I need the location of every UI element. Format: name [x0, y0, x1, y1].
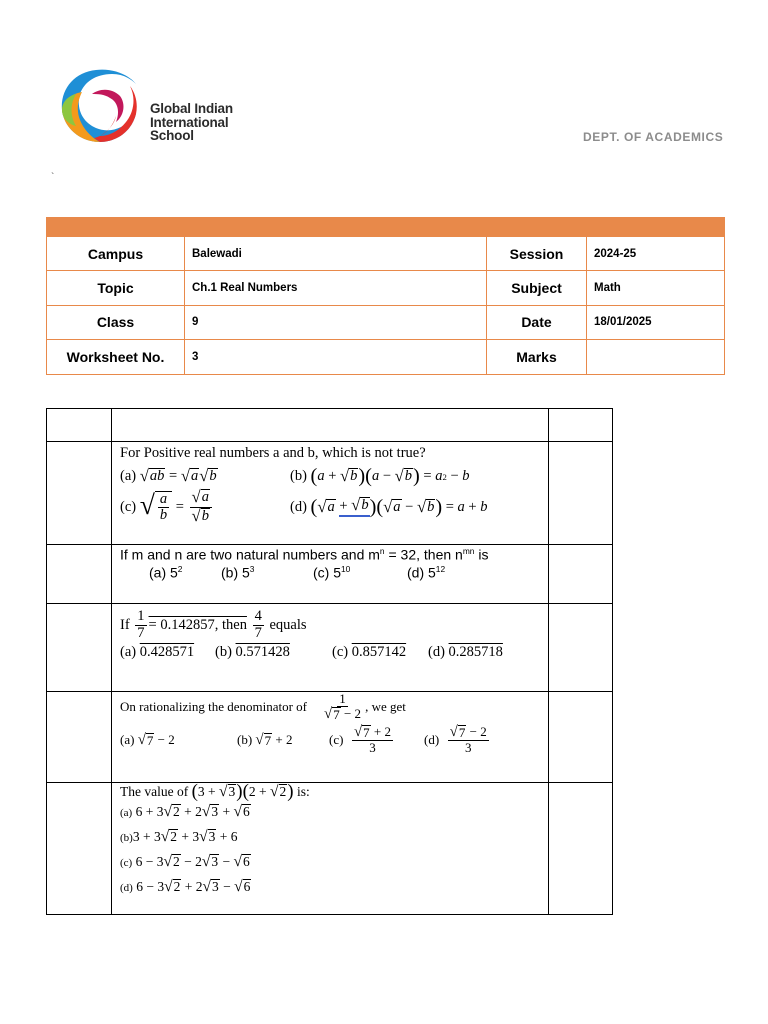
q2-option-d: (d) $5^{12}$	[407, 563, 446, 581]
date-value: 18/01/2025	[587, 305, 725, 339]
question-2-stem: If m and n are two natural numbers and $m^n = 32$, then $n^{mn}$ is	[120, 546, 489, 563]
topic-value: Ch.1 Real Numbers	[185, 271, 487, 305]
q3-option-a: (a) 0.428571	[120, 643, 195, 660]
info-header-bar	[46, 217, 725, 236]
question-row-5	[47, 783, 613, 915]
dept-label: DEPT. OF ACADEMICS	[583, 130, 724, 144]
question-4-stem: On rationalizing the denominator of 1 √ 7 − 2 , we get	[120, 691, 406, 723]
question-5-stem: The value of ( 3 + √ 3 ) ( 2 + √ 2 ) is:	[120, 781, 310, 803]
q5-option-d: (d) 6 − 3 √ 2 + 2 √ 3 − √ 6	[120, 878, 251, 895]
q1-option-b: (b) ( a + √ b ) ( a − √ b ) = a 2 − b	[290, 465, 470, 488]
question-row-2	[47, 545, 613, 604]
question-row-4	[47, 692, 613, 783]
q5-option-b: (b)3 + 3 √ 2 + 3 √ 3 + 6	[120, 828, 238, 845]
session-label: Session	[487, 237, 587, 271]
question-3-stem: If $\frac{1}{7}$ = 0.142857, then $\frac{4}{7}$ equals	[120, 608, 307, 641]
q1-option-c: (c) √ $\frac{a}{b}$ = √ a √ b	[120, 489, 290, 526]
header-cell-3	[549, 409, 613, 442]
question-4	[112, 692, 549, 783]
info-row-campus	[47, 237, 725, 271]
question-1	[112, 442, 549, 545]
marks-value	[587, 340, 725, 374]
q1-option-d: (d) ( √ a + √ b ) ( √ a − √ b ) = a + b	[290, 495, 488, 519]
class-value: 9	[185, 305, 487, 339]
subject-value: Math	[587, 271, 725, 305]
session-value: 2024-25	[587, 237, 725, 271]
question-2	[112, 545, 549, 604]
worksheet-label: Worksheet No.	[47, 340, 185, 374]
question-3	[112, 604, 549, 692]
q4-option-d: (d) √ 7 − 2 3	[424, 724, 487, 756]
header-cell-2	[112, 409, 549, 442]
campus-value: Balewadi	[185, 237, 487, 271]
logo-swirl-icon	[56, 64, 146, 148]
question-5	[112, 783, 549, 915]
question-1-stem: For Positive real numbers a and b, which is not true?	[120, 445, 426, 461]
logo-text	[150, 102, 233, 143]
question-row-1	[47, 442, 613, 545]
q5-option-a: (a) 6 + 3 √ 2 + 2 √ 3 + √ 6	[120, 803, 250, 820]
logo-line-3: School	[150, 128, 194, 143]
q3-option-d: (d) 0.285718	[428, 643, 503, 660]
info-row-class	[47, 305, 725, 339]
q2-option-b: (b) $5^3$	[221, 563, 255, 581]
subject-label: Subject	[487, 271, 587, 305]
logo-line-1: Global Indian	[150, 101, 233, 116]
logo-line-2: International	[150, 114, 229, 130]
q4-option-c: (c) √ 7 + 2 3	[329, 724, 391, 756]
info-table	[46, 236, 725, 375]
info-row-topic	[47, 271, 725, 305]
question-row-3	[47, 604, 613, 692]
q5-option-c: (c) 6 − 3 √ 2 − 2 √ 3 − √ 6	[120, 853, 250, 870]
info-row-worksheet	[47, 340, 725, 374]
topic-label: Topic	[47, 271, 185, 305]
marks-label: Marks	[487, 340, 587, 374]
class-label: Class	[47, 305, 185, 339]
date-label: Date	[487, 305, 587, 339]
school-logo	[56, 64, 256, 148]
q4-option-a: (a) √ 7 − 2	[120, 731, 175, 748]
q2-option-c: (c) $5^{10}$	[313, 563, 351, 581]
q1-option-a: (a) √ ab = √ a √ b	[120, 466, 217, 486]
header-cell-1	[47, 409, 112, 442]
questions-table	[46, 408, 613, 915]
questions-header-row	[47, 409, 613, 442]
stray-mark: `	[51, 172, 55, 183]
campus-label: Campus	[47, 237, 185, 271]
q3-option-b: (b) 0.571428	[215, 643, 290, 660]
q3-option-c: (c) 0.857142	[332, 643, 407, 660]
q4-option-b: (b) √ 7 + 2	[237, 731, 293, 748]
worksheet-value: 3	[185, 340, 487, 374]
q2-option-a: (a) $5^2$	[149, 563, 183, 581]
